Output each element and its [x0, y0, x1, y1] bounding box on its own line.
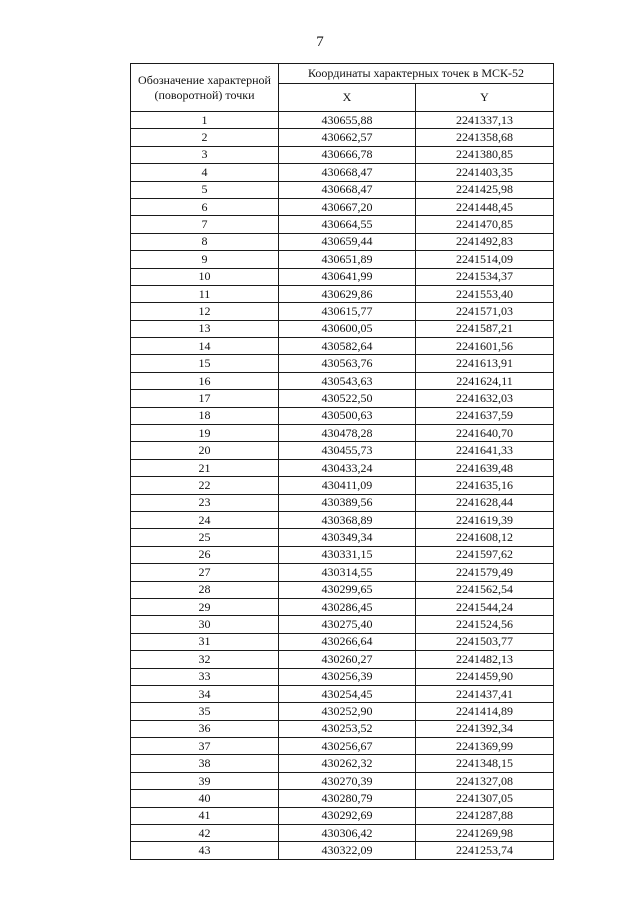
table-row	[131, 390, 554, 407]
x-coordinate-cell: 430331,15	[279, 546, 416, 563]
point-number-cell: 23	[131, 494, 279, 511]
y-coordinate-cell: 2241524,56	[416, 616, 554, 633]
coordinates-table	[130, 63, 554, 860]
point-label-header: Обозначение характерной (поворотной) точки	[131, 64, 279, 112]
x-coordinate-cell: 430662,57	[279, 129, 416, 146]
point-number-cell: 5	[131, 181, 279, 198]
y-coordinate-cell: 2241601,56	[416, 338, 554, 355]
y-coordinate-cell: 2241624,11	[416, 372, 554, 389]
table-row	[131, 668, 554, 685]
table-row	[131, 320, 554, 337]
table-row	[131, 285, 554, 302]
table-row	[131, 477, 554, 494]
x-coordinate-cell: 430275,40	[279, 616, 416, 633]
table-body	[131, 112, 554, 860]
point-number-cell: 41	[131, 807, 279, 824]
table-row	[131, 425, 554, 442]
y-coordinate-cell: 2241579,49	[416, 564, 554, 581]
table-row	[131, 407, 554, 424]
x-coordinate-cell: 430349,34	[279, 529, 416, 546]
table-row	[131, 251, 554, 268]
x-coordinate-cell: 430668,47	[279, 181, 416, 198]
y-coordinate-cell: 2241553,40	[416, 285, 554, 302]
table-row	[131, 772, 554, 789]
x-coordinate-cell: 430299,65	[279, 581, 416, 598]
x-coordinate-cell: 430314,55	[279, 564, 416, 581]
y-coordinate-cell: 2241403,35	[416, 164, 554, 181]
point-number-cell: 3	[131, 146, 279, 163]
y-coordinate-cell: 2241619,39	[416, 511, 554, 528]
y-coordinate-cell: 2241392,34	[416, 720, 554, 737]
y-coordinate-cell: 2241492,83	[416, 233, 554, 250]
x-coordinate-cell: 430270,39	[279, 772, 416, 789]
table-row	[131, 129, 554, 146]
x-coordinate-cell: 430543,63	[279, 372, 416, 389]
table-row	[131, 355, 554, 372]
y-coordinate-cell: 2241482,13	[416, 651, 554, 668]
point-number-cell: 18	[131, 407, 279, 424]
y-coordinate-cell: 2241369,99	[416, 738, 554, 755]
y-coordinate-cell: 2241597,62	[416, 546, 554, 563]
y-coordinate-cell: 2241414,89	[416, 703, 554, 720]
point-number-cell: 20	[131, 442, 279, 459]
table-row	[131, 233, 554, 250]
x-coordinate-cell: 430262,32	[279, 755, 416, 772]
table-row	[131, 616, 554, 633]
x-coordinate-cell: 430322,09	[279, 842, 416, 859]
point-number-cell: 24	[131, 511, 279, 528]
x-coordinate-cell: 430582,64	[279, 338, 416, 355]
y-coordinate-cell: 2241635,16	[416, 477, 554, 494]
x-coordinate-cell: 430563,76	[279, 355, 416, 372]
point-number-cell: 21	[131, 459, 279, 476]
y-coordinate-cell: 2241637,59	[416, 407, 554, 424]
x-coordinate-cell: 430666,78	[279, 146, 416, 163]
point-number-cell: 27	[131, 564, 279, 581]
x-coordinate-cell: 430500,63	[279, 407, 416, 424]
x-coordinate-cell: 430368,89	[279, 511, 416, 528]
point-number-cell: 40	[131, 790, 279, 807]
point-number-cell: 7	[131, 216, 279, 233]
point-number-cell: 43	[131, 842, 279, 859]
point-number-cell: 16	[131, 372, 279, 389]
point-number-cell: 22	[131, 477, 279, 494]
y-column-header: Y	[416, 84, 554, 112]
table-row	[131, 598, 554, 615]
y-coordinate-cell: 2241628,44	[416, 494, 554, 511]
x-coordinate-cell: 430252,90	[279, 703, 416, 720]
x-coordinate-cell: 430629,86	[279, 285, 416, 302]
point-number-cell: 25	[131, 529, 279, 546]
x-coordinate-cell: 430256,39	[279, 668, 416, 685]
y-coordinate-cell: 2241348,15	[416, 755, 554, 772]
point-number-cell: 13	[131, 320, 279, 337]
y-coordinate-cell: 2241503,77	[416, 633, 554, 650]
table-row	[131, 338, 554, 355]
point-number-cell: 10	[131, 268, 279, 285]
table-row	[131, 442, 554, 459]
x-coordinate-cell: 430256,67	[279, 738, 416, 755]
y-coordinate-cell: 2241448,45	[416, 198, 554, 215]
point-number-cell: 17	[131, 390, 279, 407]
x-coordinate-cell: 430254,45	[279, 685, 416, 702]
table-row	[131, 511, 554, 528]
y-coordinate-cell: 2241640,70	[416, 425, 554, 442]
y-coordinate-cell: 2241459,90	[416, 668, 554, 685]
y-coordinate-cell: 2241269,98	[416, 825, 554, 842]
point-number-cell: 9	[131, 251, 279, 268]
point-number-cell: 33	[131, 668, 279, 685]
y-coordinate-cell: 2241562,54	[416, 581, 554, 598]
x-coordinate-cell: 430280,79	[279, 790, 416, 807]
point-number-cell: 38	[131, 755, 279, 772]
table-row	[131, 372, 554, 389]
y-coordinate-cell: 2241425,98	[416, 181, 554, 198]
y-coordinate-cell: 2241358,68	[416, 129, 554, 146]
x-coordinate-cell: 430651,89	[279, 251, 416, 268]
x-coordinate-cell: 430266,64	[279, 633, 416, 650]
point-number-cell: 35	[131, 703, 279, 720]
point-number-cell: 6	[131, 198, 279, 215]
x-coordinate-cell: 430615,77	[279, 303, 416, 320]
table-row	[131, 633, 554, 650]
point-number-cell: 28	[131, 581, 279, 598]
point-number-cell: 1	[131, 112, 279, 129]
table-row	[131, 268, 554, 285]
table-row	[131, 825, 554, 842]
point-number-cell: 11	[131, 285, 279, 302]
table-row	[131, 581, 554, 598]
table-row	[131, 146, 554, 163]
table-row	[131, 164, 554, 181]
x-coordinate-cell: 430389,56	[279, 494, 416, 511]
y-coordinate-cell: 2241380,85	[416, 146, 554, 163]
table-row	[131, 303, 554, 320]
y-coordinate-cell: 2241613,91	[416, 355, 554, 372]
x-coordinate-cell: 430260,27	[279, 651, 416, 668]
point-number-cell: 30	[131, 616, 279, 633]
y-coordinate-cell: 2241641,33	[416, 442, 554, 459]
table-row	[131, 842, 554, 859]
x-coordinate-cell: 430433,24	[279, 459, 416, 476]
y-coordinate-cell: 2241534,37	[416, 268, 554, 285]
point-number-cell: 42	[131, 825, 279, 842]
table-row	[131, 651, 554, 668]
x-coordinate-cell: 430292,69	[279, 807, 416, 824]
y-coordinate-cell: 2241307,05	[416, 790, 554, 807]
table-row	[131, 459, 554, 476]
y-coordinate-cell: 2241470,85	[416, 216, 554, 233]
x-coordinate-cell: 430411,09	[279, 477, 416, 494]
table-row	[131, 181, 554, 198]
x-coordinate-cell: 430667,20	[279, 198, 416, 215]
y-coordinate-cell: 2241632,03	[416, 390, 554, 407]
point-number-cell: 39	[131, 772, 279, 789]
point-number-cell: 36	[131, 720, 279, 737]
y-coordinate-cell: 2241337,13	[416, 112, 554, 129]
table-row	[131, 755, 554, 772]
x-coordinate-cell: 430478,28	[279, 425, 416, 442]
x-coordinate-cell: 430306,42	[279, 825, 416, 842]
page-number: 7	[316, 34, 324, 50]
point-number-cell: 19	[131, 425, 279, 442]
point-number-cell: 34	[131, 685, 279, 702]
point-number-cell: 15	[131, 355, 279, 372]
coordinates-header: Координаты характерных точек в МСК-52	[279, 64, 554, 84]
x-coordinate-cell: 430253,52	[279, 720, 416, 737]
x-coordinate-cell: 430522,50	[279, 390, 416, 407]
y-coordinate-cell: 2241544,24	[416, 598, 554, 615]
table-row	[131, 494, 554, 511]
table-row	[131, 738, 554, 755]
x-coordinate-cell: 430664,55	[279, 216, 416, 233]
table-row	[131, 564, 554, 581]
point-number-cell: 26	[131, 546, 279, 563]
table-row	[131, 198, 554, 215]
x-coordinate-cell: 430659,44	[279, 233, 416, 250]
table-row	[131, 790, 554, 807]
y-coordinate-cell: 2241571,03	[416, 303, 554, 320]
y-coordinate-cell: 2241514,09	[416, 251, 554, 268]
point-number-cell: 31	[131, 633, 279, 650]
point-number-cell: 32	[131, 651, 279, 668]
point-number-cell: 29	[131, 598, 279, 615]
y-coordinate-cell: 2241253,74	[416, 842, 554, 859]
table-row	[131, 546, 554, 563]
table-row	[131, 529, 554, 546]
table-row	[131, 685, 554, 702]
x-column-header: X	[279, 84, 416, 112]
y-coordinate-cell: 2241608,12	[416, 529, 554, 546]
x-coordinate-cell: 430286,45	[279, 598, 416, 615]
point-number-cell: 14	[131, 338, 279, 355]
y-coordinate-cell: 2241287,88	[416, 807, 554, 824]
table-row	[131, 216, 554, 233]
x-coordinate-cell: 430641,99	[279, 268, 416, 285]
x-coordinate-cell: 430455,73	[279, 442, 416, 459]
x-coordinate-cell: 430668,47	[279, 164, 416, 181]
table-row	[131, 703, 554, 720]
table-row	[131, 112, 554, 129]
y-coordinate-cell: 2241437,41	[416, 685, 554, 702]
x-coordinate-cell: 430655,88	[279, 112, 416, 129]
point-number-cell: 4	[131, 164, 279, 181]
table-row	[131, 807, 554, 824]
point-number-cell: 2	[131, 129, 279, 146]
y-coordinate-cell: 2241327,08	[416, 772, 554, 789]
point-number-cell: 37	[131, 738, 279, 755]
point-number-cell: 12	[131, 303, 279, 320]
point-number-cell: 8	[131, 233, 279, 250]
y-coordinate-cell: 2241639,48	[416, 459, 554, 476]
table-row	[131, 720, 554, 737]
y-coordinate-cell: 2241587,21	[416, 320, 554, 337]
x-coordinate-cell: 430600,05	[279, 320, 416, 337]
